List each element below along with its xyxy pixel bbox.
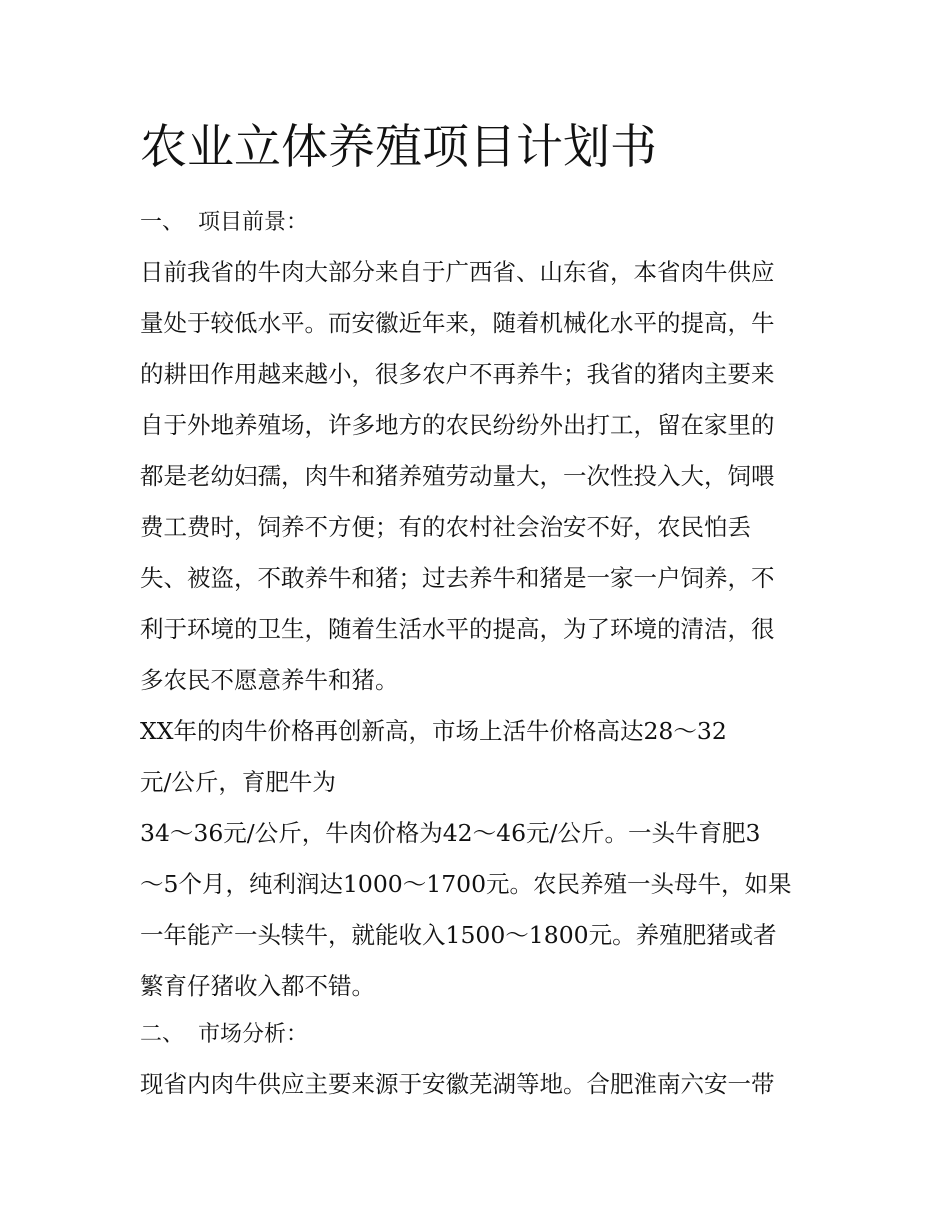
paragraph-line: 自于外地养殖场，许多地方的农民纷纷外出打工，留在家里的 bbox=[140, 411, 775, 439]
document-title: 农业立体养殖项目计划书 bbox=[140, 120, 657, 175]
section-number: 一、 bbox=[140, 210, 185, 235]
paragraph-line: 多农民不愿意养牛和猪。 bbox=[140, 666, 399, 694]
paragraph-line: 的耕田作用越来越小，很多农户不再养牛；我省的猪肉主要来 bbox=[140, 360, 775, 388]
paragraph-line: 一年能产一头犊牛，就能收入1500～1800元。养殖肥猪或者 bbox=[140, 921, 777, 949]
paragraph-line: 利于环境的卫生，随着生活水平的提高，为了环境的清洁，很 bbox=[140, 615, 775, 643]
paragraph-line: 都是老幼妇孺，肉牛和猪养殖劳动量大，一次性投入大，饲喂 bbox=[140, 462, 775, 490]
paragraph-line: 失、被盗，不敢养牛和猪；过去养牛和猪是一家一户饲养，不 bbox=[140, 564, 775, 592]
paragraph-line: 现省内肉牛供应主要来源于安徽芜湖等地。合肥淮南六安一带 bbox=[140, 1070, 775, 1098]
section-heading-market-analysis bbox=[140, 1020, 308, 1050]
paragraph-line: ～5个月，纯利润达1000～1700元。农民养殖一头母牛，如果 bbox=[140, 870, 792, 898]
paragraph-line: 日前我省的牛肉大部分来自于广西省、山东省，本省肉牛供应 bbox=[140, 258, 775, 286]
paragraph-line: 繁育仔猪收入都不错。 bbox=[140, 972, 375, 1000]
section-label: 项目前景： bbox=[198, 210, 309, 235]
paragraph-line: XX年的肉牛价格再创新高，市场上活牛价格高达28～32 bbox=[140, 717, 727, 745]
section-heading-project-prospects bbox=[140, 208, 308, 238]
paragraph-line: 费工费时，饲养不方便；有的农村社会治安不好，农民怕丢 bbox=[140, 513, 751, 541]
section-number: 二、 bbox=[140, 1022, 185, 1047]
paragraph-line: 量处于较低水平。而安徽近年来，随着机械化水平的提高，牛 bbox=[140, 309, 775, 337]
section-label: 市场分析： bbox=[198, 1022, 309, 1047]
paragraph-line: 34～36元/公斤，牛肉价格为42～46元/公斤。一头牛育肥3 bbox=[140, 819, 761, 847]
paragraph-line: 元/公斤，育肥牛为 bbox=[140, 768, 336, 796]
